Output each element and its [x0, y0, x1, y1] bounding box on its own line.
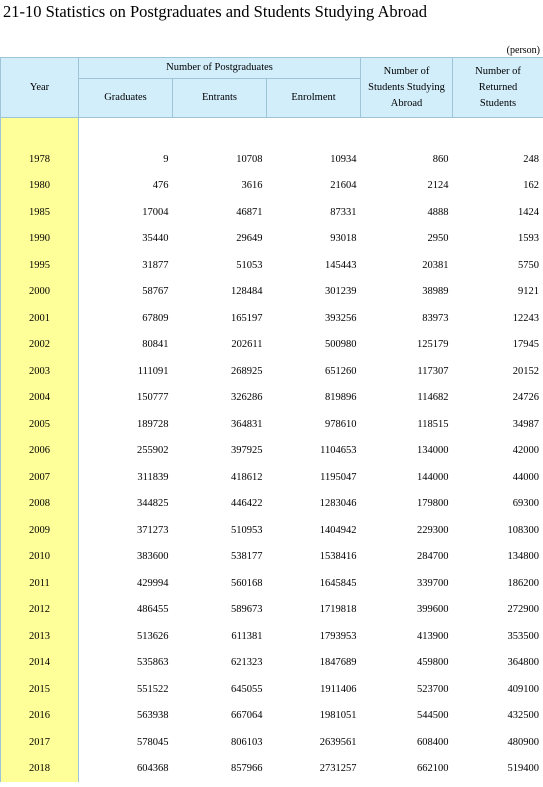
cell-year: 2002 [1, 332, 79, 359]
unit-label: (person) [506, 45, 540, 56]
cell-year: 2016 [1, 703, 79, 730]
cell-enrolment: 819896 [325, 392, 357, 404]
cell-students-abroad: 284700 [417, 551, 449, 563]
cell-entrants: 589673 [231, 604, 263, 616]
cell-graduates: 189728 [137, 418, 169, 430]
table-row [1, 756, 543, 783]
table-row [1, 199, 543, 226]
cell-year: 2009 [1, 517, 79, 544]
table-row [1, 226, 543, 253]
cell-students-abroad: 125179 [417, 339, 449, 351]
spacer-row [1, 118, 543, 147]
cell-entrants: 397925 [231, 445, 263, 457]
cell-returned-students: 1424 [453, 199, 543, 226]
table-row [1, 279, 543, 306]
cell-returned-students: 364800 [453, 650, 543, 677]
cell-year: 2010 [1, 544, 79, 571]
cell-graduates: 35440 [142, 233, 169, 245]
cell-entrants: 51053 [236, 259, 263, 271]
cell-returned-students: 5750 [453, 252, 543, 279]
cell-year: 1985 [1, 199, 79, 226]
cell-entrants: 621323 [231, 657, 263, 669]
cell-enrolment: 1911406 [320, 683, 357, 695]
cell-graduates: 476 [152, 180, 169, 192]
table-row [1, 385, 543, 412]
cell-graduates: 513626 [137, 630, 169, 642]
cell-entrants: 46871 [236, 206, 263, 218]
cell-returned-students: 42000 [453, 438, 543, 465]
cell-returned-students: 248 [453, 146, 543, 173]
cell-students-abroad: 662100 [417, 763, 449, 775]
cell-returned-students: 272900 [453, 597, 543, 624]
cell-enrolment: 1981051 [319, 710, 357, 722]
cell-graduates: 67809 [142, 312, 169, 324]
header-entrants: Entrants [173, 79, 267, 118]
cell-enrolment: 978610 [325, 418, 357, 430]
cell-graduates: 578045 [137, 736, 169, 748]
cell-students-abroad: 459800 [417, 657, 449, 669]
cell-graduates: 344825 [137, 498, 169, 510]
statistics-table [0, 57, 543, 782]
table-row [1, 517, 543, 544]
cell-year: 2008 [1, 491, 79, 518]
header-enrolment: Enrolment [267, 79, 361, 118]
table-row [1, 729, 543, 756]
header-students-abroad-line2: Students Studying [368, 81, 445, 93]
header-students-abroad-line1: Number of [383, 65, 430, 77]
table-row [1, 597, 543, 624]
cell-students-abroad: 134000 [417, 445, 449, 457]
table-row [1, 570, 543, 597]
cell-enrolment: 2731257 [319, 763, 357, 775]
header-returned-students [453, 58, 543, 118]
cell-enrolment: 1645845 [319, 577, 357, 589]
cell-students-abroad: 83973 [422, 312, 449, 324]
cell-entrants: 857966 [231, 763, 263, 775]
cell-students-abroad: 860 [432, 153, 449, 165]
cell-enrolment: 1719818 [319, 604, 357, 616]
cell-returned-students: 69300 [453, 491, 543, 518]
cell-graduates: 17004 [142, 206, 169, 218]
cell-entrants: 446422 [231, 498, 263, 510]
cell-enrolment: 301239 [325, 286, 357, 298]
cell-returned-students: 353500 [453, 623, 543, 650]
cell-students-abroad: 608400 [417, 736, 449, 748]
cell-returned-students: 44000 [453, 464, 543, 491]
cell-students-abroad: 4888 [427, 206, 449, 218]
table-row [1, 305, 543, 332]
cell-entrants: 611381 [231, 630, 263, 642]
cell-entrants: 560168 [231, 577, 263, 589]
header-students-abroad [361, 58, 453, 118]
cell-graduates: 255902 [137, 445, 169, 457]
table-row [1, 676, 543, 703]
cell-enrolment: 1283046 [319, 498, 357, 510]
cell-enrolment: 21604 [330, 180, 357, 192]
cell-enrolment: 145443 [325, 259, 357, 271]
table-row [1, 411, 543, 438]
cell-returned-students: 1593 [453, 226, 543, 253]
table-row [1, 703, 543, 730]
table-row [1, 252, 543, 279]
cell-year: 2013 [1, 623, 79, 650]
cell-year: 2000 [1, 279, 79, 306]
cell-graduates: 150777 [137, 392, 169, 404]
cell-students-abroad: 413900 [417, 630, 449, 642]
table-header [1, 58, 543, 118]
cell-enrolment: 1195047 [320, 471, 357, 483]
cell-year: 2005 [1, 411, 79, 438]
cell-entrants: 418612 [231, 471, 263, 483]
page-title: 21-10 Statistics on Postgraduates and Students Studying Abroad [3, 2, 427, 21]
cell-entrants: 128484 [231, 286, 263, 298]
cell-returned-students: 134800 [453, 544, 543, 571]
cell-graduates: 111091 [137, 365, 169, 377]
cell-returned-students: 12243 [453, 305, 543, 332]
cell-year: 2017 [1, 729, 79, 756]
cell-returned-students: 409100 [453, 676, 543, 703]
cell-returned-students: 186200 [453, 570, 543, 597]
cell-graduates: 311839 [137, 471, 169, 483]
cell-entrants: 165197 [231, 312, 263, 324]
cell-students-abroad: 2124 [427, 180, 449, 192]
cell-graduates: 535863 [137, 657, 169, 669]
cell-entrants: 3616 [241, 180, 263, 192]
cell-year: 1978 [1, 146, 79, 173]
cell-graduates: 9 [163, 153, 169, 165]
cell-enrolment: 1104653 [320, 445, 357, 457]
cell-students-abroad: 229300 [417, 524, 449, 536]
cell-year: 2011 [1, 570, 79, 597]
cell-year: 2012 [1, 597, 79, 624]
cell-returned-students: 480900 [453, 729, 543, 756]
cell-year: 2018 [1, 756, 79, 783]
cell-graduates: 371273 [137, 524, 169, 536]
cell-entrants: 202611 [231, 339, 263, 351]
cell-returned-students: 17945 [453, 332, 543, 359]
cell-students-abroad: 2950 [427, 233, 449, 245]
cell-graduates: 383600 [137, 551, 169, 563]
table-row [1, 173, 543, 200]
cell-enrolment: 87331 [330, 206, 357, 218]
cell-enrolment: 1404942 [319, 524, 357, 536]
cell-enrolment: 10934 [330, 153, 357, 165]
cell-enrolment: 1793953 [319, 630, 357, 642]
cell-entrants: 10708 [236, 153, 263, 165]
cell-returned-students: 20152 [453, 358, 543, 385]
cell-year: 2007 [1, 464, 79, 491]
table-row [1, 358, 543, 385]
cell-returned-students: 108300 [453, 517, 543, 544]
cell-entrants: 538177 [231, 551, 263, 563]
cell-graduates: 31877 [142, 259, 169, 271]
cell-students-abroad: 20381 [422, 259, 449, 271]
cell-graduates: 604368 [137, 763, 169, 775]
cell-students-abroad: 339700 [417, 577, 449, 589]
cell-year: 2015 [1, 676, 79, 703]
cell-students-abroad: 399600 [417, 604, 449, 616]
header-returned-line3: Students [479, 97, 517, 109]
cell-enrolment: 500980 [325, 339, 357, 351]
cell-students-abroad: 117307 [417, 365, 449, 377]
cell-entrants: 326286 [231, 392, 263, 404]
cell-year: 2006 [1, 438, 79, 465]
table-row [1, 438, 543, 465]
cell-students-abroad: 118515 [417, 418, 449, 430]
cell-returned-students: 519400 [453, 756, 543, 783]
header-graduates: Graduates [79, 79, 173, 118]
cell-entrants: 667064 [231, 710, 263, 722]
cell-entrants: 268925 [231, 365, 263, 377]
table-row [1, 544, 543, 571]
cell-graduates: 563938 [137, 710, 169, 722]
header-year: Year [1, 58, 79, 118]
table-row [1, 146, 543, 173]
header-postgraduates-group: Number of Postgraduates [79, 58, 361, 79]
cell-year: 2001 [1, 305, 79, 332]
cell-year: 2014 [1, 650, 79, 677]
header-students-abroad-line3: Abroad [390, 97, 423, 109]
cell-graduates: 58767 [142, 286, 169, 298]
cell-entrants: 364831 [231, 418, 263, 430]
cell-returned-students: 162 [453, 173, 543, 200]
cell-year: 2004 [1, 385, 79, 412]
cell-returned-students: 24726 [453, 385, 543, 412]
cell-entrants: 29649 [236, 233, 263, 245]
table-row [1, 650, 543, 677]
cell-students-abroad: 523700 [417, 683, 449, 695]
cell-returned-students: 432500 [453, 703, 543, 730]
cell-students-abroad: 179800 [417, 498, 449, 510]
cell-students-abroad: 38989 [422, 286, 449, 298]
cell-graduates: 551522 [137, 683, 169, 695]
cell-entrants: 510953 [231, 524, 263, 536]
cell-year: 1990 [1, 226, 79, 253]
cell-graduates: 486455 [137, 604, 169, 616]
cell-students-abroad: 544500 [417, 710, 449, 722]
cell-enrolment: 393256 [325, 312, 357, 324]
table-row [1, 623, 543, 650]
cell-entrants: 806103 [231, 736, 263, 748]
table-row [1, 491, 543, 518]
table-row [1, 464, 543, 491]
cell-enrolment: 651260 [325, 365, 357, 377]
cell-enrolment: 1538416 [319, 551, 357, 563]
cell-students-abroad: 144000 [417, 471, 449, 483]
cell-returned-students: 9121 [453, 279, 543, 306]
table-row [1, 332, 543, 359]
cell-enrolment: 93018 [330, 233, 357, 245]
cell-returned-students: 34987 [453, 411, 543, 438]
cell-year: 1980 [1, 173, 79, 200]
cell-enrolment: 2639561 [319, 736, 357, 748]
header-returned-line1: Number of [475, 65, 521, 77]
cell-year: 1995 [1, 252, 79, 279]
cell-enrolment: 1847689 [319, 657, 357, 669]
cell-graduates: 80841 [142, 339, 169, 351]
cell-students-abroad: 114682 [417, 392, 449, 404]
cell-year: 2003 [1, 358, 79, 385]
header-returned-line2: Returned [478, 81, 518, 93]
cell-graduates: 429994 [137, 577, 169, 589]
table-body [1, 118, 543, 783]
cell-entrants: 645055 [231, 683, 263, 695]
